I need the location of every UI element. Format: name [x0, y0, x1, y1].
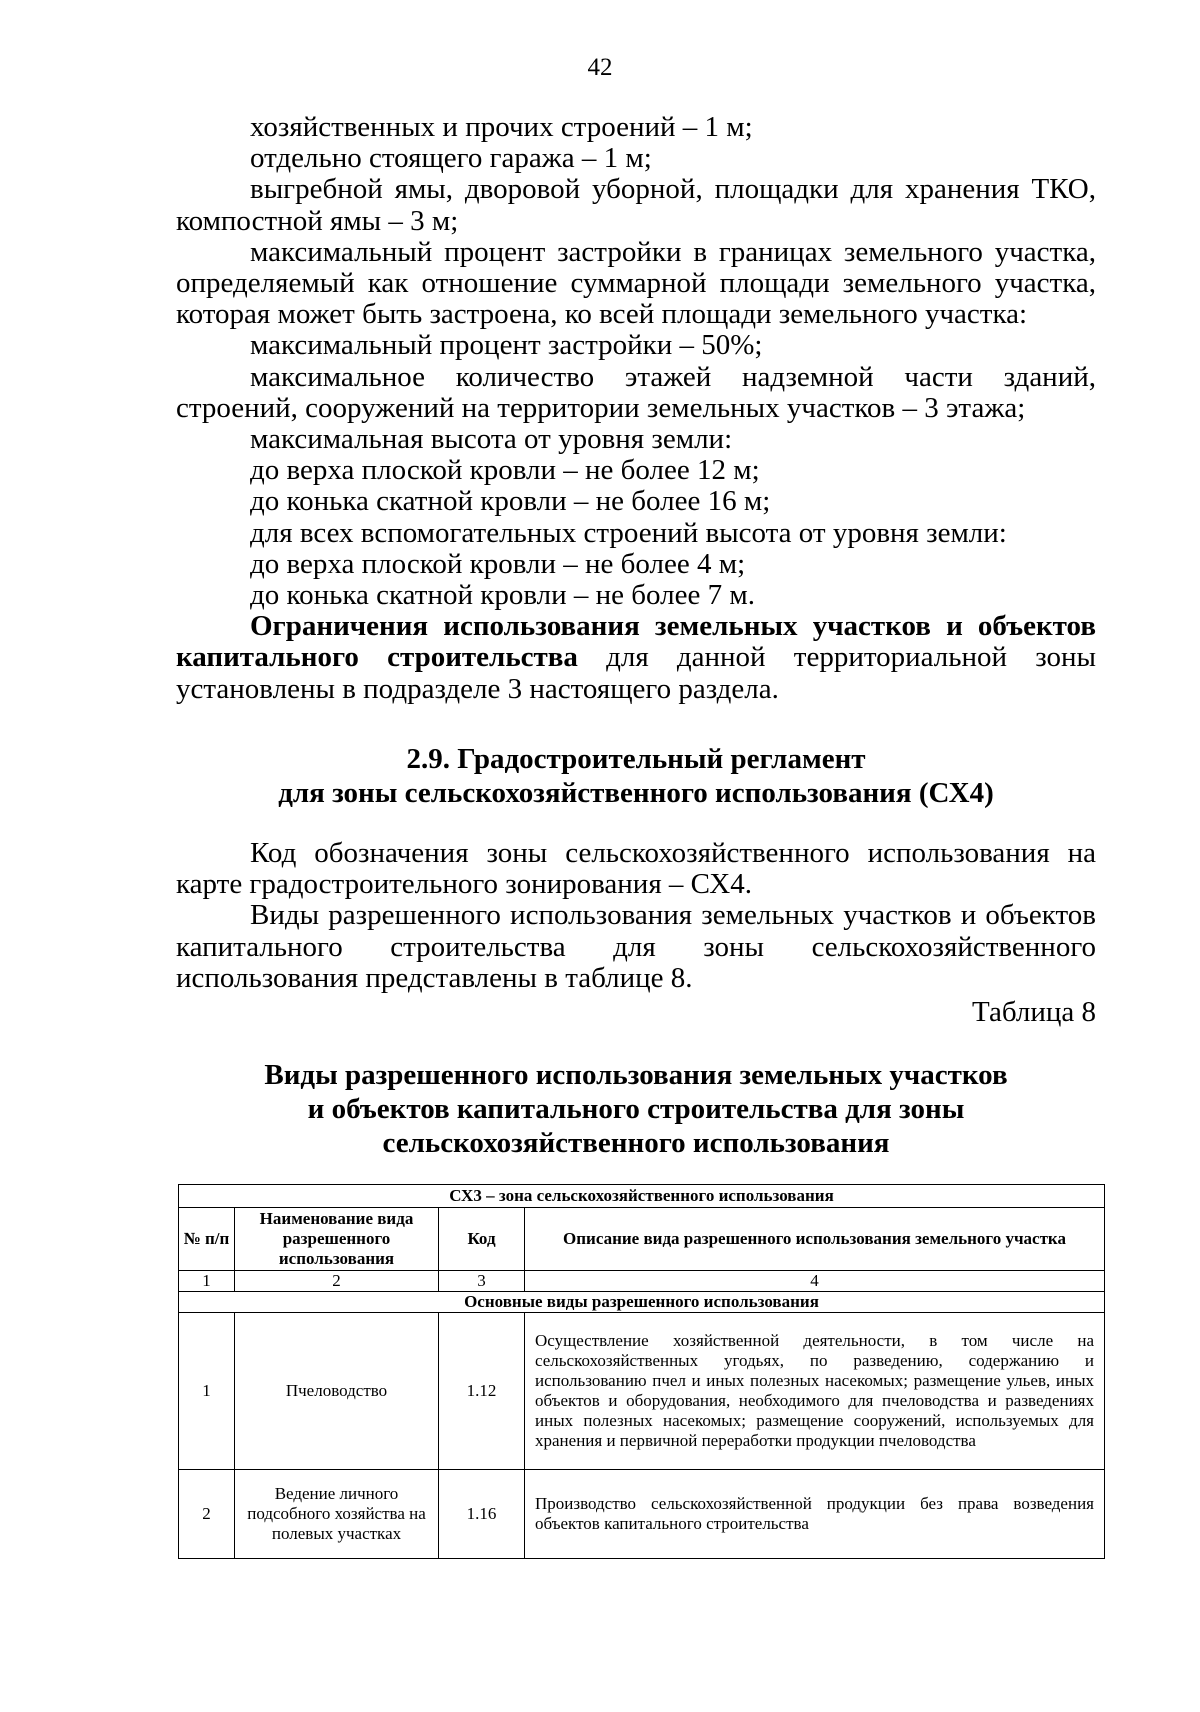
paragraph: до верха плоской кровли – не более 4 м; — [250, 547, 746, 580]
paragraph: до конька скатной кровли – не более 16 м; — [250, 485, 771, 518]
column-number: 3 — [439, 1271, 525, 1292]
column-number: 1 — [179, 1271, 235, 1292]
row-use-name: Пчеловодство — [235, 1313, 439, 1470]
paragraph: максимальное количество этажей надземной части зданий, строений, сооружений на территории земельных участков – 3 этажа; — [176, 360, 1096, 424]
paragraph: до верха плоской кровли – не более 12 м; — [250, 454, 760, 487]
row-number: 2 — [179, 1470, 235, 1559]
restriction-normal-text: для данной территориальной зоны установлены в подразделе 3 настоящего раздела. — [176, 641, 1097, 705]
table-label: Таблица 8 — [971, 996, 1096, 1028]
restriction-paragraph — [176, 611, 1096, 705]
paragraph: максимальная высота от уровня земли: — [250, 423, 733, 456]
row-description: Осуществление хозяйственной деятельности, в том числе на сельскохозяйственных угодьях, по разведению, содержанию и использованию пчел и иных полезных насекомых; размещение ульев, иных объектов и оборудования, необходимого для пчеловодства и разведениях иных полезных насекомых; размещение сооружений, используемых для хранения и первичной переработки продукции пчеловодства — [525, 1313, 1105, 1470]
table-title-line: Виды разрешенного использования земельных участков — [264, 1059, 1008, 1091]
group-caption: Основные виды разрешенного использования — [179, 1292, 1105, 1313]
table-title-line: и объектов капитального строительства для зоны — [307, 1093, 965, 1125]
header-cell-description: Описание вида разрешенного использования земельного участка — [525, 1208, 1105, 1271]
paragraph: выгребной ямы, дворовой уборной, площадки для хранения ТКО, компостной ямы – 3 м; — [176, 173, 1096, 237]
section-heading-line: для зоны сельскохозяйственного использования (СХ4) — [278, 777, 994, 809]
column-number: 4 — [525, 1271, 1105, 1292]
header-cell-code: Код — [439, 1208, 525, 1271]
table-row — [179, 1313, 1105, 1470]
body-text-middle — [176, 838, 1096, 994]
land-use-table — [178, 1184, 1105, 1559]
paragraph: для всех вспомогательных строений высота от уровня земли: — [250, 516, 1007, 549]
table-title-line: сельскохозяйственного использования — [382, 1127, 890, 1159]
table-zone-row — [179, 1185, 1105, 1208]
table-title — [176, 1058, 1096, 1160]
row-code: 1.16 — [439, 1470, 525, 1559]
page-number: 42 — [587, 54, 613, 81]
body-text-top — [176, 112, 1096, 705]
paragraph: максимальный процент застройки – 50%; — [250, 329, 763, 362]
restriction-bold-text: Ограничения использования земельных участков и объектов капитального строительства — [176, 610, 1096, 674]
section-heading — [176, 742, 1096, 810]
row-description: Производство сельскохозяйственной продукции без права возведения объектов капитального строительства — [525, 1470, 1105, 1559]
table-header-row — [179, 1208, 1105, 1271]
paragraph: отдельно стоящего гаража – 1 м; — [250, 142, 652, 175]
section-heading-line: 2.9. Градостроительный регламент — [406, 743, 866, 775]
column-number-row — [179, 1271, 1105, 1292]
header-cell-number: № п/п — [179, 1208, 235, 1271]
zone-caption: СХ3 – зона сельскохозяйственного использования — [179, 1185, 1105, 1208]
header-cell-name: Наименование вида разрешенного использования — [235, 1208, 439, 1271]
row-code: 1.12 — [439, 1313, 525, 1470]
row-number: 1 — [179, 1313, 235, 1470]
paragraph: хозяйственных и прочих строений – 1 м; — [250, 111, 753, 143]
paragraph: до конька скатной кровли – не более 7 м. — [250, 579, 755, 612]
paragraph: максимальный процент застройки в границах земельного участка, определяемый как отношение суммарной площади земельного участка, которая может быть застроена, ко всей площади земельного участка: — [176, 235, 1096, 331]
paragraph: Код обозначения зоны сельскохозяйственного использования на карте градостроительного зонирования – СХ4. — [176, 837, 1096, 901]
column-number: 2 — [235, 1271, 439, 1292]
table-row — [179, 1470, 1105, 1559]
group-row — [179, 1292, 1105, 1313]
paragraph: Виды разрешенного использования земельных участков и объектов капитального строительства для зоны сельскохозяйственного использования представлены в таблице 8. — [176, 899, 1096, 994]
row-use-name: Ведение личного подсобного хозяйства на полевых участках — [235, 1470, 439, 1559]
